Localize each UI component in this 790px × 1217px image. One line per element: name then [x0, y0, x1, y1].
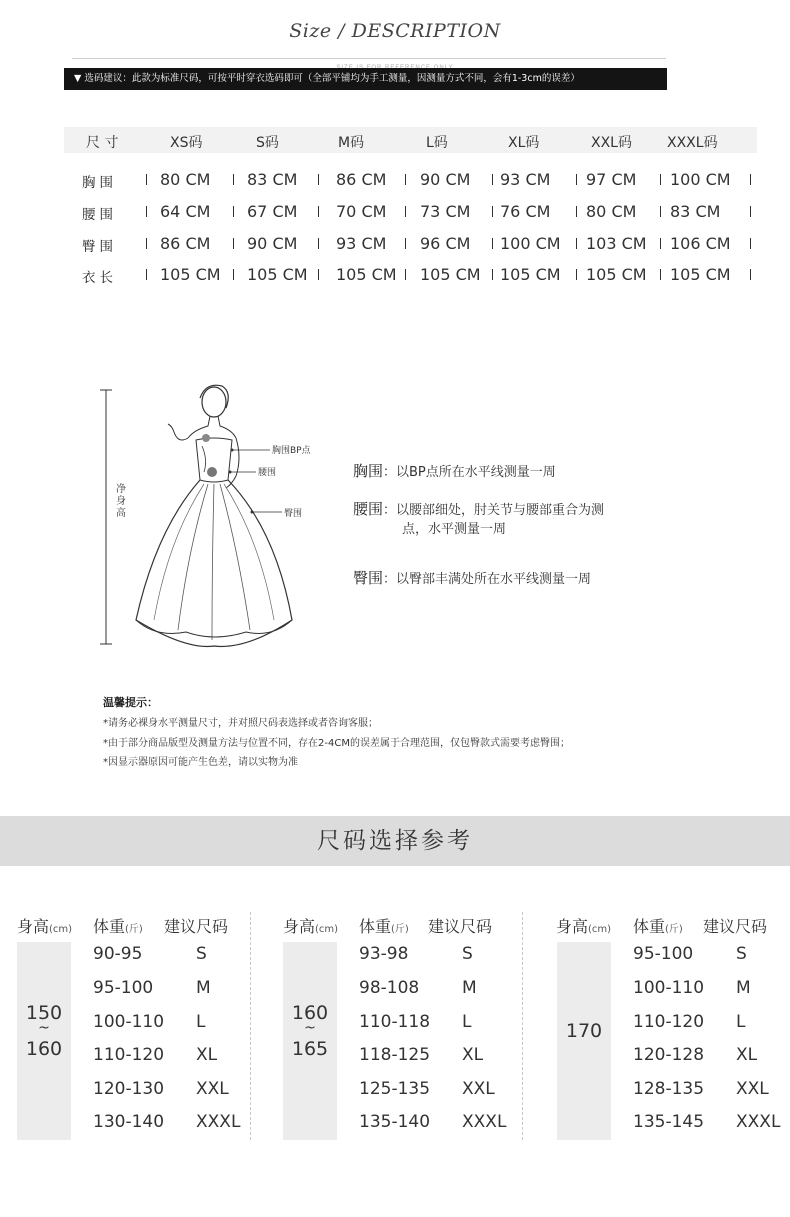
weight-range-cell: 100-110	[93, 1012, 165, 1032]
cell-divider	[750, 269, 751, 280]
size-reference-banner: 尺码选择参考	[0, 816, 790, 866]
weight-range-cell: 100-110	[633, 978, 705, 998]
size-value-cell: 105 CM	[160, 265, 221, 284]
weight-range-cell: 125-135	[359, 1079, 431, 1099]
recommended-size-cell: S	[736, 944, 747, 964]
size-column-header: 建议尺码	[164, 917, 229, 936]
height-column-header: 身高(cm)	[283, 917, 339, 936]
tip-item: *由于部分商品版型及测量方法与位置不同，存在2-4CM的误差属于合理范围，仅包臀款式需要考虑臀围；	[103, 738, 570, 749]
size-value-cell: 86 CM	[336, 170, 387, 189]
recommended-size-cell: XXL	[462, 1079, 495, 1099]
weight-range-cell: 120-130	[93, 1079, 165, 1099]
size-value-cell: 86 CM	[160, 234, 211, 253]
weight-range-cell: 128-135	[633, 1079, 705, 1099]
size-value-cell: 80 CM	[160, 170, 211, 189]
weight-range-cell: 118-125	[359, 1045, 431, 1065]
height-range-top: 160	[291, 1002, 329, 1024]
tips-title: 温馨提示：	[103, 696, 158, 709]
page-title: Size / DESCRIPTION	[289, 20, 501, 42]
weight-range-cell: 93-98	[359, 944, 409, 964]
recommended-size-cell: M	[462, 978, 477, 998]
cell-divider	[233, 206, 234, 217]
weight-range-cell: 110-120	[93, 1045, 165, 1065]
size-value-cell: 105 CM	[586, 265, 647, 284]
recommended-size-cell: XXXL	[462, 1112, 507, 1132]
size-header-cell: M码	[338, 135, 365, 151]
size-header-cell: XXXL码	[667, 135, 718, 151]
cell-divider	[146, 174, 147, 185]
cell-divider	[405, 238, 406, 249]
size-value-cell: 64 CM	[160, 202, 211, 221]
cell-divider	[318, 238, 319, 249]
size-row-label: 胸围	[82, 175, 117, 191]
recommended-size-cell: XL	[196, 1045, 218, 1065]
tip-item: *请务必裸身水平测量尺寸，并对照尺码表选择或者咨询客服；	[103, 718, 378, 729]
size-value-cell: 70 CM	[336, 202, 387, 221]
cell-divider	[146, 269, 147, 280]
cell-divider	[233, 174, 234, 185]
measurement-waist: 腰围：以腰部细处，肘关节与腰部重合为测	[353, 500, 605, 518]
recommended-size-cell: L	[462, 1012, 472, 1032]
cell-divider	[318, 206, 319, 217]
cell-divider	[492, 174, 493, 185]
table-separator	[250, 912, 251, 1140]
recommended-size-cell: L	[196, 1012, 206, 1032]
size-value-cell: 67 CM	[247, 202, 298, 221]
height-column-header: 身高(cm)	[17, 917, 73, 936]
recommended-size-cell: XXXL	[736, 1112, 781, 1132]
cell-divider	[405, 269, 406, 280]
cell-divider	[660, 206, 661, 217]
weight-column-header: 体重(斤)	[93, 917, 143, 936]
cell-divider	[146, 238, 147, 249]
height-label: 净身高	[116, 484, 126, 519]
size-value-cell: 100 CM	[500, 234, 561, 253]
measurement-waist-line2: 点，水平测量一周	[402, 522, 507, 537]
size-value-cell: 106 CM	[670, 234, 731, 253]
cell-divider	[660, 174, 661, 185]
height-range-bottom: 165	[291, 1038, 329, 1060]
weight-column-header: 体重(斤)	[633, 917, 683, 936]
measurement-hip: 臀围：以臀部丰满处所在水平线测量一周	[353, 569, 592, 587]
size-value-cell: 90 CM	[247, 234, 298, 253]
size-row-label: 腰围	[82, 207, 117, 223]
size-value-cell: 83 CM	[247, 170, 298, 189]
size-header-cell: XXL码	[591, 135, 632, 151]
weight-range-cell: 130-140	[93, 1112, 165, 1132]
cell-divider	[750, 206, 751, 217]
height-range-tilde: ~	[38, 1020, 50, 1036]
recommended-size-cell: XL	[462, 1045, 484, 1065]
recommended-size-cell: L	[736, 1012, 746, 1032]
cell-divider	[576, 238, 577, 249]
pointer-label-waist: 腰围	[258, 468, 277, 478]
weight-range-cell: 95-100	[93, 978, 154, 998]
cell-divider	[233, 238, 234, 249]
cell-divider	[576, 174, 577, 185]
cell-divider	[318, 174, 319, 185]
size-value-cell: 76 CM	[500, 202, 551, 221]
size-row-label: 衣长	[82, 270, 117, 286]
size-column-header: 建议尺码	[428, 917, 493, 936]
height-column-header: 身高(cm)	[556, 917, 612, 936]
cell-divider	[146, 206, 147, 217]
cell-divider	[576, 269, 577, 280]
size-column-header: 建议尺码	[703, 917, 768, 936]
recommended-size-cell: XXL	[196, 1079, 229, 1099]
pointer-label-hip: 臀围	[284, 509, 303, 519]
size-header-cell: L码	[426, 135, 448, 151]
size-table-header	[64, 127, 757, 153]
weight-range-cell: 135-140	[359, 1112, 431, 1132]
weight-range-cell: 98-108	[359, 978, 420, 998]
cell-divider	[405, 206, 406, 217]
recommended-size-cell: XXXL	[196, 1112, 241, 1132]
size-value-cell: 103 CM	[586, 234, 647, 253]
size-value-cell: 97 CM	[586, 170, 637, 189]
height-range-tilde: ~	[304, 1020, 316, 1036]
size-value-cell: 80 CM	[586, 202, 637, 221]
size-header-cell: XL码	[508, 135, 540, 151]
cell-divider	[660, 238, 661, 249]
size-value-cell: 93 CM	[500, 170, 551, 189]
cell-divider	[318, 269, 319, 280]
size-value-cell: 105 CM	[336, 265, 397, 284]
weight-range-cell: 120-128	[633, 1045, 705, 1065]
weight-range-cell: 95-100	[633, 944, 694, 964]
recommended-size-cell: XL	[736, 1045, 758, 1065]
size-header-cell: S码	[256, 135, 279, 151]
cell-divider	[492, 269, 493, 280]
size-value-cell: 105 CM	[500, 265, 561, 284]
size-value-cell: 100 CM	[670, 170, 731, 189]
tip-item: *因显示器原因可能产生色差，请以实物为准	[103, 757, 298, 768]
cell-divider	[750, 238, 751, 249]
size-value-cell: 90 CM	[420, 170, 471, 189]
cell-divider	[492, 206, 493, 217]
size-value-cell: 93 CM	[336, 234, 387, 253]
size-value-cell: 83 CM	[670, 202, 721, 221]
cell-divider	[750, 174, 751, 185]
size-value-cell: 73 CM	[420, 202, 471, 221]
recommended-size-cell: S	[462, 944, 473, 964]
height-range-top: 150	[25, 1002, 63, 1024]
cell-divider	[233, 269, 234, 280]
height-range-bottom: 160	[25, 1038, 63, 1060]
pointer-label-bust: 胸围BP点	[272, 446, 311, 456]
weight-column-header: 体重(斤)	[359, 917, 409, 936]
weight-range-cell: 110-118	[359, 1012, 431, 1032]
measurement-bust: 胸围：以BP点所在水平线测量一周	[353, 462, 556, 480]
size-value-cell: 96 CM	[420, 234, 471, 253]
cell-divider	[405, 174, 406, 185]
size-value-cell: 105 CM	[420, 265, 481, 284]
size-value-cell: 105 CM	[670, 265, 731, 284]
height-value: 170	[565, 1020, 603, 1042]
recommended-size-cell: XXL	[736, 1079, 769, 1099]
dress-figure-illustration	[96, 380, 336, 660]
weight-range-cell: 110-120	[633, 1012, 705, 1032]
table-separator	[522, 912, 523, 1140]
size-header-cell: XS码	[170, 135, 203, 151]
cell-divider	[576, 206, 577, 217]
recommended-size-cell: M	[196, 978, 211, 998]
size-header-cell: 尺 寸	[86, 135, 119, 151]
size-row-label: 臀围	[82, 239, 117, 255]
recommended-size-cell: S	[196, 944, 207, 964]
size-advice-bar: ▼ 选码建议：此款为标准尺码，可按平时穿衣选码即可（全部平铺均为手工测量，因测量方式不同，会有1-3cm的误差）	[64, 68, 667, 90]
weight-range-cell: 135-145	[633, 1112, 705, 1132]
recommended-size-cell: M	[736, 978, 751, 998]
cell-divider	[492, 238, 493, 249]
size-value-cell: 105 CM	[247, 265, 308, 284]
cell-divider	[660, 269, 661, 280]
weight-range-cell: 90-95	[93, 944, 143, 964]
